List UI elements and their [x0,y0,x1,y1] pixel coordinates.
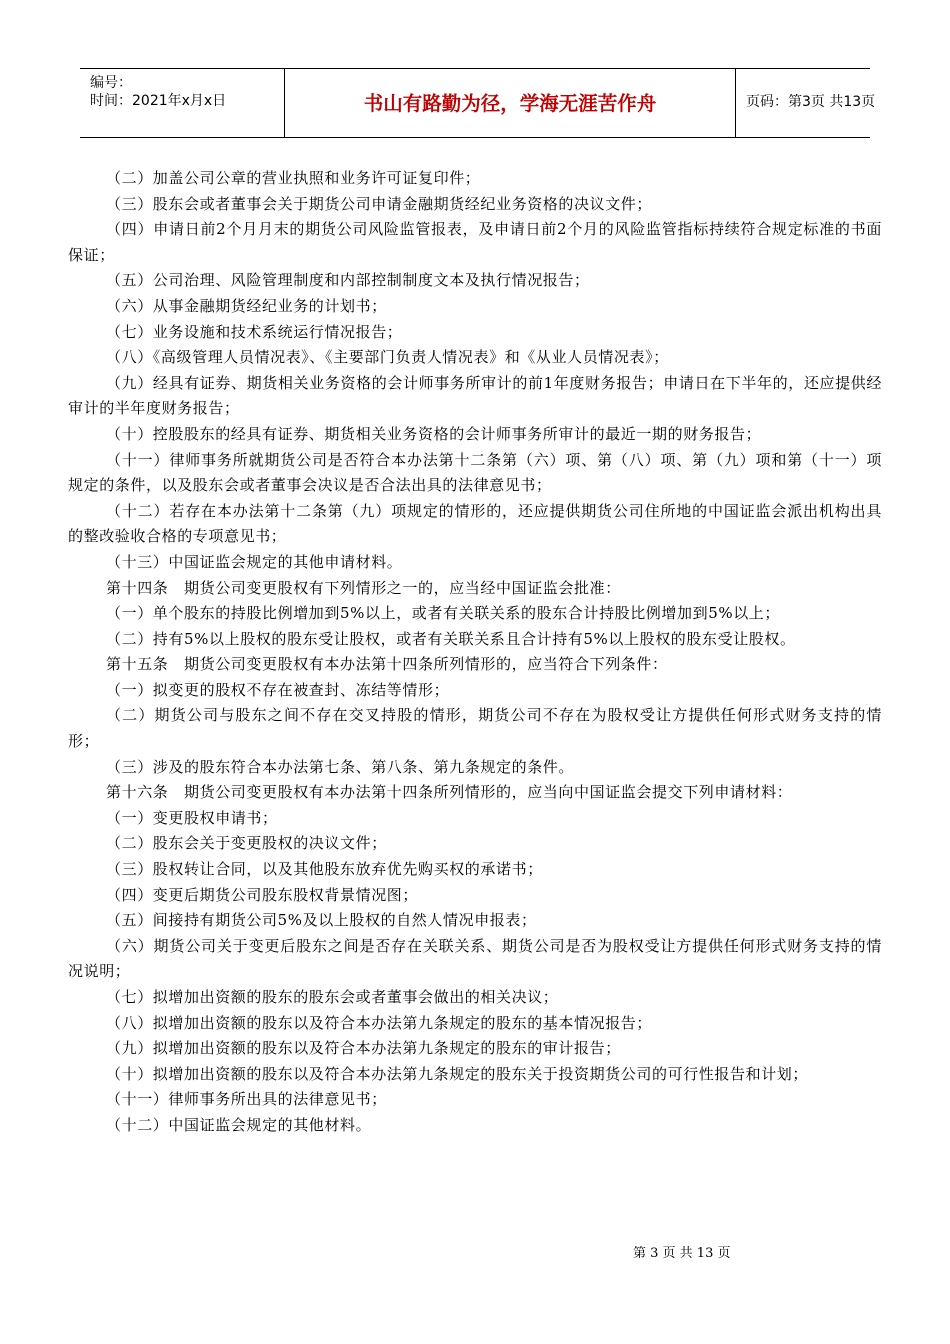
body-paragraph: （五）间接持有期货公司5%及以上股权的自然人情况申报表； [106,911,537,930]
body-paragraph: （十二）中国证监会规定的其他材料。 [106,1115,372,1134]
page-header [80,68,876,138]
body-paragraph: （五）公司治理、风险管理制度和内部控制制度文本及执行情况报告； [106,271,590,290]
body-paragraph: （一）变更股权申请书； [106,808,278,827]
body-paragraph: （二）期货公司与股东之间不存在交叉持股的情形，期货公司不存在为股权受让方提供任何形式财务支持的情形； [68,706,882,751]
body-paragraph: （十一）律师事务所出具的法律意见书； [106,1090,387,1109]
body-paragraph: （十一）律师事务所就期货公司是否符合本办法第十二条第（六）项、第（八）项、第（九）项和第（十一）项规定的条件，以及股东会或者董事会决议是否合法出具的法律意见书； [68,450,882,495]
body-paragraph: （一）单个股东的持股比例增加到5%以上，或者有关联关系的股东合计持股比例增加到5%以上； [106,604,780,623]
body-paragraph: （七）拟增加出资额的股东的股东会或者董事会做出的相关决议； [106,988,559,1006]
header-info-cell [80,69,285,137]
body-paragraph: （二）股东会关于变更股权的决议文件； [106,834,387,853]
body-paragraph: （二）持有5%以上股权的股东受让股权，或者有关联关系且合计持有5%以上股权的股东受让股权。 [106,629,796,648]
body-paragraph: （八）拟增加出资额的股东以及符合本办法第九条规定的股东的基本情况报告； [106,1013,653,1032]
body-paragraph: 第十六条 期货公司变更股权有本办法第十四条所列情形的，应当向中国证监会提交下列申请材料： [106,783,793,802]
body-paragraph: （九）经具有证券、期货相关业务资格的会计师事务所审计的前1年度财务报告；申请日在下半年的，还应提供经审计的半年度财务报告； [68,373,882,418]
header-page-cell [736,69,876,137]
body-paragraph: （十二）若存在本办法第十二条第（九）项规定的情形的，还应提供期货公司住所地的中国证监会派出机构出具的整改验收合格的专项意见书； [68,501,882,546]
document-body [68,166,882,1139]
body-paragraph: （九）拟增加出资额的股东以及符合本办法第九条规定的股东的审计报告； [106,1039,621,1058]
header-motto-cell [285,69,736,137]
body-paragraph: （三）股东会或者董事会关于期货公司申请金融期货经纪业务资格的决议文件； [106,194,653,213]
header-motto: 书山有路勤为径，学海无涯苦作舟 [363,92,657,115]
body-paragraph: （三）股权转让合同，以及其他股东放弃优先购买权的承诺书； [106,860,543,879]
body-paragraph: （一）拟变更的股权不存在被查封、冻结等情形； [106,680,450,699]
body-paragraph: 第十五条 期货公司变更股权有本办法第十四条所列情形的，应当符合下列条件： [106,655,668,674]
body-paragraph: （六）期货公司关于变更后股东之间是否存在关联关系、期货公司是否为股权受让方提供任何形式财务支持的情况说明； [68,936,882,981]
body-paragraph: （六）从事金融期货经纪业务的计划书； [106,296,387,315]
document-number-label: 编号： [90,75,132,91]
body-paragraph: （十）控股股东的经具有证券、期货相关业务资格的会计师事务所审计的最近一期的财务报告； [106,424,762,443]
body-paragraph: （三）涉及的股东符合本办法第七条、第八条、第九条规定的条件。 [106,757,575,776]
body-paragraph: （八）《高级管理人员情况表》、《主要部门负责人情况表》和《从业人员情况表》； [106,348,669,367]
header-page-code: 页码：第3页 共13页 [746,94,876,110]
body-paragraph: 第十四条 期货公司变更股权有下列情形之一的，应当经中国证监会批准： [106,578,621,597]
body-paragraph: （二）加盖公司公章的营业执照和业务许可证复印件； [106,169,481,187]
body-paragraph: （十）拟增加出资额的股东以及符合本办法第九条规定的股东关于投资期货公司的可行性报告和计划； [106,1064,809,1083]
body-paragraph: （四）变更后期货公司股东股权背景情况图； [106,885,419,904]
body-paragraph: （四）申请日前2个月月末的期货公司风险监管报表，及申请日前2个月的风险监管指标持续符合规定标准的书面保证； [68,220,882,264]
page-footer: 第 3 页 共 13 页 [633,1246,731,1261]
document-time-label: 时间：2021年x月x日 [90,93,227,109]
body-paragraph: （七）业务设施和技术系统运行情况报告； [106,322,403,341]
body-paragraph: （十三）中国证监会规定的其他申请材料。 [106,552,403,571]
